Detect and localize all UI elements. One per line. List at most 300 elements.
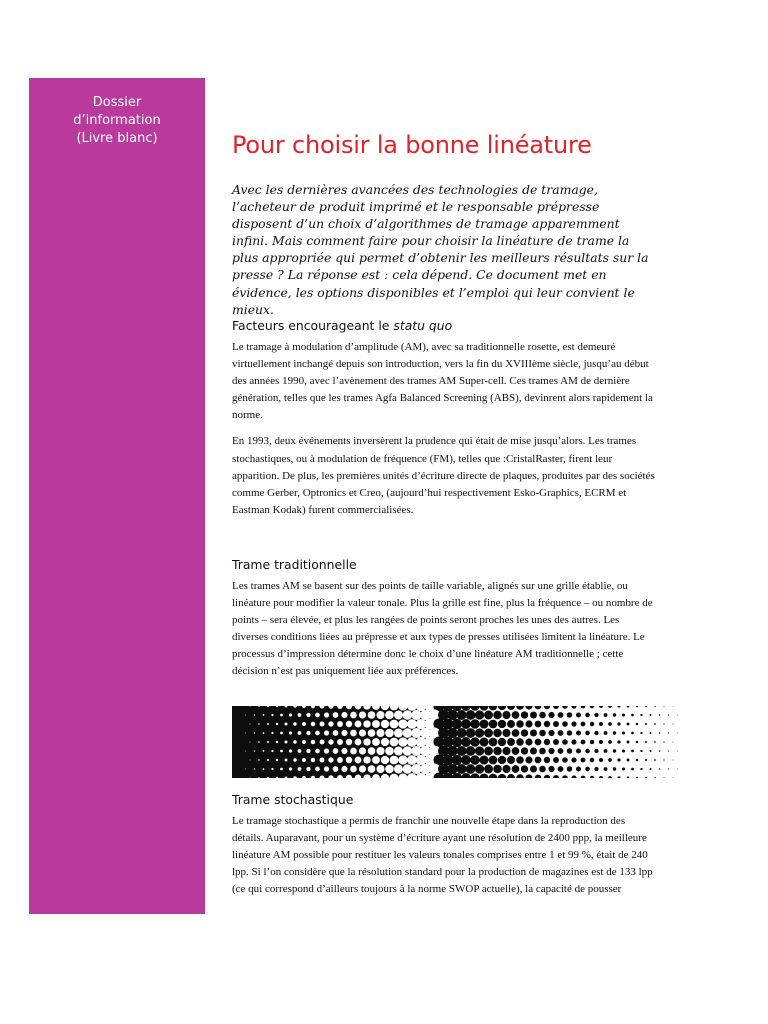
halftone-dot bbox=[263, 732, 265, 734]
halftone-dot bbox=[530, 730, 537, 737]
halftone-dot bbox=[663, 723, 664, 724]
halftone-dot bbox=[512, 747, 520, 755]
halftone-dot bbox=[280, 732, 283, 735]
halftone-dot bbox=[548, 712, 554, 718]
halftone-dot bbox=[659, 750, 661, 752]
halftone-dot bbox=[394, 728, 403, 737]
halftone-dot bbox=[673, 742, 674, 743]
halftone-dot bbox=[489, 756, 498, 765]
halftone-dot bbox=[355, 721, 362, 728]
halftone-dot bbox=[263, 750, 265, 752]
halftone-dot bbox=[285, 741, 288, 744]
halftone-dot bbox=[346, 721, 352, 727]
halftone-dot bbox=[604, 767, 608, 771]
halftone-dot bbox=[535, 739, 542, 746]
halftone-dot bbox=[346, 739, 352, 745]
halftone-dot bbox=[567, 730, 572, 735]
halftone-dot bbox=[475, 746, 484, 755]
halftone-dot bbox=[311, 722, 315, 726]
halftone-dot bbox=[581, 722, 586, 727]
halftone-dot bbox=[298, 731, 302, 735]
halftone-dot bbox=[622, 767, 625, 770]
halftone-dot bbox=[298, 713, 302, 717]
halftone-dot bbox=[668, 750, 669, 751]
halftone-dot bbox=[250, 742, 251, 743]
halftone-dot bbox=[372, 756, 380, 764]
halftone-dot bbox=[576, 748, 581, 753]
halftone-dot bbox=[250, 724, 251, 725]
halftone-dot bbox=[466, 710, 476, 720]
halftone-dot bbox=[337, 757, 343, 763]
halftone-dot bbox=[594, 767, 598, 771]
halftone-dot bbox=[341, 730, 347, 736]
halftone-dot bbox=[502, 729, 510, 737]
halftone-dot bbox=[245, 715, 246, 716]
halftone-dot bbox=[539, 766, 546, 773]
halftone-dot bbox=[640, 714, 642, 716]
halftone-dot bbox=[289, 767, 292, 770]
halftone-dot bbox=[263, 714, 265, 716]
halftone-dot bbox=[544, 739, 550, 745]
halftone-dot bbox=[320, 722, 325, 727]
halftone-dot bbox=[341, 748, 347, 754]
halftone-dot bbox=[411, 728, 421, 738]
halftone-dot bbox=[368, 711, 376, 719]
halftone-dot bbox=[604, 713, 608, 717]
halftone-dot bbox=[254, 732, 255, 733]
halftone-dot bbox=[525, 756, 532, 763]
halftone-dot bbox=[363, 720, 370, 727]
halftone-dot bbox=[359, 711, 366, 718]
halftone-dot bbox=[558, 712, 564, 718]
halftone-dot bbox=[484, 729, 493, 738]
halftone-dot bbox=[394, 764, 403, 773]
halftone-dot bbox=[250, 760, 251, 761]
halftone-dot bbox=[470, 737, 479, 746]
halftone-dot bbox=[493, 747, 502, 756]
halftone-dot bbox=[498, 738, 506, 746]
halftone-dot bbox=[280, 750, 283, 753]
halftone-dot bbox=[659, 732, 661, 734]
halftone-dot bbox=[479, 719, 488, 728]
halftone-dot bbox=[512, 765, 520, 773]
halftone-dot bbox=[355, 739, 362, 746]
halftone-dot bbox=[350, 730, 357, 737]
halftone-dot bbox=[306, 749, 310, 753]
halftone-dot bbox=[650, 732, 652, 734]
section-trame-stochastique bbox=[232, 792, 656, 898]
section-statu-quo bbox=[232, 318, 656, 519]
halftone-dot bbox=[576, 730, 581, 735]
halftone-dot bbox=[558, 766, 564, 772]
halftone-dot bbox=[599, 758, 603, 762]
halftone-dot bbox=[245, 769, 246, 770]
halftone-dot bbox=[289, 731, 292, 734]
halftone-dot bbox=[276, 741, 278, 743]
section-trame-traditionnelle bbox=[232, 557, 656, 681]
halftone-dot bbox=[530, 712, 537, 719]
halftone-dot bbox=[337, 739, 343, 745]
halftone-dot bbox=[544, 721, 550, 727]
halftone-dot bbox=[271, 732, 273, 734]
halftone-dot bbox=[381, 738, 389, 746]
halftone-dot bbox=[385, 747, 394, 756]
halftone-dot bbox=[507, 720, 515, 728]
halftone-dot bbox=[493, 711, 502, 720]
halftone-dot bbox=[585, 731, 590, 736]
halftone-dot bbox=[333, 712, 339, 718]
halftone-dot bbox=[447, 728, 457, 738]
halftone-dot bbox=[613, 731, 616, 734]
halftone-dot bbox=[677, 733, 678, 734]
halftone-dot bbox=[525, 720, 532, 727]
halftone-dot bbox=[254, 750, 255, 751]
halftone-dot bbox=[245, 751, 246, 752]
halftone-dot bbox=[594, 731, 598, 735]
halftone-dot bbox=[645, 741, 647, 743]
halftone-dot bbox=[631, 714, 634, 717]
halftone-dot bbox=[622, 749, 625, 752]
halftone-dot bbox=[599, 740, 603, 744]
halftone-dot bbox=[659, 768, 661, 770]
halftone-dot bbox=[677, 769, 678, 770]
halftone-dot bbox=[461, 755, 471, 765]
halftone-dot bbox=[521, 747, 528, 754]
halftone-dot bbox=[276, 723, 278, 725]
halftone-dot bbox=[293, 740, 296, 743]
halftone-dot bbox=[585, 767, 590, 772]
halftone-dot bbox=[622, 731, 625, 734]
halftone-dot bbox=[407, 719, 417, 729]
halftone-dot bbox=[320, 740, 325, 745]
halftone-dot bbox=[333, 748, 339, 754]
halftone-dot bbox=[298, 749, 302, 753]
halftone-dot bbox=[315, 749, 320, 754]
halftone-dot bbox=[394, 710, 403, 719]
sidebar-band bbox=[29, 78, 205, 914]
document-type-line-2: d’information bbox=[73, 113, 161, 128]
halftone-dot bbox=[385, 765, 394, 774]
halftone-dot bbox=[285, 759, 288, 762]
halftone-dot bbox=[372, 720, 380, 728]
halftone-dot bbox=[502, 711, 510, 719]
halftone-dot bbox=[376, 765, 384, 773]
halftone-dot bbox=[539, 730, 546, 737]
halftone-dot bbox=[622, 713, 625, 716]
main-content bbox=[232, 128, 655, 318]
halftone-dot bbox=[677, 715, 678, 716]
section-heading: Facteurs encourageant le statu quo bbox=[232, 318, 453, 333]
halftone-dot bbox=[668, 714, 669, 715]
halftone-dot bbox=[654, 759, 656, 761]
halftone-dot bbox=[516, 720, 524, 728]
halftone-dot bbox=[663, 759, 664, 760]
halftone-dot bbox=[484, 711, 493, 720]
halftone-dot bbox=[645, 723, 647, 725]
halftone-dot bbox=[489, 720, 498, 729]
halftone-dot bbox=[475, 728, 484, 737]
halftone-dot bbox=[341, 712, 347, 718]
halftone-dot bbox=[385, 729, 394, 738]
paragraph: Le tramage à modulation d’amplitude (AM), avec sa traditionnelle rosette, est demeuré virtuellement inchangé depuis son introduction, vers la fin du XVIIIème siècle, jusqu’au début des années 1990, avec l’avènement des trames AM Super-cell. Ces trames AM de dernière génération, telles que les trames Agfa Balanced Screening (ABS), devinrent alors rapidement la norme. bbox=[232, 341, 653, 422]
halftone-dot bbox=[640, 750, 642, 752]
halftone-dot bbox=[403, 746, 413, 756]
halftone-dot bbox=[328, 721, 333, 726]
halftone-dot bbox=[581, 758, 586, 763]
halftone-gradient-image bbox=[232, 706, 686, 778]
halftone-dot bbox=[407, 737, 417, 747]
halftone-dot bbox=[452, 719, 462, 729]
halftone-dot bbox=[368, 729, 376, 737]
halftone-dot bbox=[350, 748, 357, 755]
halftone-dot bbox=[521, 729, 528, 736]
halftone-dot bbox=[302, 758, 306, 762]
halftone-dot bbox=[470, 755, 479, 764]
halftone-dot bbox=[289, 749, 292, 752]
halftone-dot bbox=[461, 737, 471, 747]
halftone-dot bbox=[302, 722, 306, 726]
halftone-dot bbox=[376, 747, 384, 755]
section-heading: Trame stochastique bbox=[232, 792, 354, 807]
halftone-dot bbox=[590, 740, 594, 744]
halftone-dot bbox=[289, 713, 292, 716]
halftone-dot bbox=[548, 766, 554, 772]
halftone-dot bbox=[617, 722, 620, 725]
halftone-dot bbox=[608, 758, 612, 762]
halftone-dot bbox=[368, 765, 376, 773]
halftone-dot bbox=[254, 768, 255, 769]
halftone-dot bbox=[245, 733, 246, 734]
halftone-dot bbox=[493, 729, 502, 738]
halftone-dot bbox=[302, 740, 306, 744]
halftone-dot bbox=[613, 749, 616, 752]
halftone-dot bbox=[594, 749, 598, 753]
halftone-dot bbox=[576, 712, 581, 717]
halftone-dot bbox=[567, 712, 572, 717]
halftone-dot bbox=[452, 737, 462, 747]
halftone-dot bbox=[350, 712, 357, 719]
halftone-dot bbox=[535, 721, 542, 728]
halftone-dot bbox=[507, 738, 515, 746]
halftone-dot bbox=[328, 757, 333, 762]
halftone-dot bbox=[337, 721, 343, 727]
halftone-dot bbox=[271, 768, 273, 770]
halftone-dot bbox=[324, 766, 329, 771]
halftone-dot bbox=[571, 757, 576, 762]
halftone-dot bbox=[604, 731, 608, 735]
halftone-dot bbox=[368, 747, 376, 755]
halftone-dot bbox=[521, 711, 528, 718]
halftone-dot bbox=[390, 756, 399, 765]
halftone-dot bbox=[398, 755, 407, 764]
halftone-dot bbox=[502, 765, 510, 773]
halftone-dot bbox=[306, 767, 310, 771]
halftone-dot bbox=[548, 748, 554, 754]
halftone-dot bbox=[654, 723, 656, 725]
halftone-dot bbox=[502, 747, 510, 755]
halftone-dot bbox=[258, 741, 259, 742]
halftone-dot bbox=[627, 759, 630, 762]
halftone-dot bbox=[558, 730, 564, 736]
halftone-dot bbox=[280, 714, 283, 717]
halftone-dot bbox=[516, 756, 524, 764]
halftone-dot bbox=[479, 737, 488, 746]
halftone-dot bbox=[363, 756, 370, 763]
halftone-dot bbox=[636, 759, 639, 762]
halftone-dot bbox=[479, 755, 488, 764]
halftone-dot bbox=[484, 747, 493, 756]
halftone-dot bbox=[447, 710, 457, 720]
halftone-dot bbox=[525, 738, 532, 745]
halftone-dot bbox=[376, 729, 384, 737]
halftone-dot bbox=[636, 741, 639, 744]
halftone-dot bbox=[403, 728, 413, 738]
halftone-dot bbox=[493, 765, 502, 774]
halftone-dot bbox=[372, 738, 380, 746]
halftone-dot bbox=[677, 751, 678, 752]
halftone-dot bbox=[315, 713, 320, 718]
halftone-dot bbox=[571, 739, 576, 744]
halftone-dot bbox=[398, 737, 407, 746]
halftone-dot bbox=[311, 740, 315, 744]
halftone-dot bbox=[359, 765, 366, 772]
halftone-dot bbox=[385, 711, 394, 720]
halftone-dot bbox=[535, 757, 542, 764]
heading-italic: statu quo bbox=[393, 318, 453, 333]
halftone-dot bbox=[567, 748, 572, 753]
halftone-dot bbox=[571, 721, 576, 726]
halftone-dot bbox=[456, 728, 466, 738]
halftone-dot bbox=[411, 746, 421, 756]
halftone-dot bbox=[627, 723, 630, 726]
halftone-dot bbox=[341, 766, 347, 772]
halftone-dot bbox=[507, 756, 515, 764]
halftone-dot bbox=[654, 741, 656, 743]
halftone-dot bbox=[613, 713, 616, 716]
halftone-dot bbox=[315, 731, 320, 736]
halftone-dot bbox=[333, 730, 339, 736]
halftone-dot bbox=[447, 764, 457, 774]
halftone-dot bbox=[673, 724, 674, 725]
halftone-dot bbox=[311, 758, 315, 762]
halftone-dot bbox=[512, 729, 520, 737]
halftone-dot bbox=[447, 746, 457, 756]
halftone-dot bbox=[590, 758, 594, 762]
halftone-dot bbox=[645, 759, 647, 761]
halftone-dot bbox=[516, 738, 524, 746]
halftone-dot bbox=[333, 766, 339, 772]
halftone-dot bbox=[636, 723, 639, 726]
halftone-dot bbox=[306, 713, 310, 717]
halftone-dot bbox=[398, 719, 407, 728]
document-type-line-3: (Livre blanc) bbox=[76, 131, 158, 146]
halftone-dot bbox=[640, 768, 642, 770]
halftone-dot bbox=[271, 750, 273, 752]
halftone-dot bbox=[617, 740, 620, 743]
halftone-dot bbox=[521, 765, 528, 772]
halftone-dot bbox=[512, 711, 520, 719]
halftone-dot bbox=[608, 740, 612, 744]
halftone-dot bbox=[293, 722, 296, 725]
halftone-dot bbox=[381, 756, 389, 764]
halftone-dot bbox=[558, 748, 564, 754]
halftone-dot bbox=[324, 748, 329, 753]
halftone-dot bbox=[663, 741, 664, 742]
halftone-dot bbox=[544, 757, 550, 763]
paragraph: Les trames AM se basent sur des points de taille variable, alignés sur une grille établie, ou linéature pour modifier la valeur tonale. Plus la grille est fine, plus la fréquence – ou nombre de points – sera élevée, et plus les rangées de points seront proches les unes des autres. Les diverses conditions liées au prépresse et aux types de presses utilisées limitent la linéature. Le processus d’impression détermine donc le choix d’une linéature AM traditionnelle ; cette décision n’est pas uniquement liée aux préférences. bbox=[232, 580, 653, 678]
halftone-dot bbox=[315, 767, 320, 772]
halftone-dot bbox=[590, 722, 594, 726]
halftone-dot bbox=[363, 738, 370, 745]
intro-paragraph: Avec les dernières avancées des technologies de tramage, l’acheteur de produit imprimé et le responsable prépresse disposent d’un choix d’algorithmes de tramage apparemment infini. Mais comment faire pour choisir la linéature de trame la plus appropriée qui permet d’obtenir les meilleurs résultats sur la presse ? La réponse est : cela dépend. Ce document met en évidence, les options disponibles et l’emploi qui leur convient le mieux. bbox=[232, 182, 649, 317]
document-type-line-1: Dossier bbox=[92, 95, 142, 110]
document-type-label bbox=[29, 94, 205, 148]
halftone-dot bbox=[604, 749, 608, 753]
halftone-dot bbox=[553, 757, 559, 763]
halftone-dot bbox=[276, 759, 278, 761]
halftone-dot bbox=[376, 711, 384, 719]
halftone-dot bbox=[562, 721, 568, 727]
halftone-dot bbox=[324, 712, 329, 717]
halftone-dot bbox=[403, 764, 413, 774]
halftone-dot bbox=[267, 741, 269, 743]
halftone-dot bbox=[530, 748, 537, 755]
halftone-dot bbox=[489, 738, 498, 747]
halftone-dot bbox=[452, 755, 462, 765]
halftone-dot bbox=[411, 710, 421, 720]
halftone-dot bbox=[271, 714, 273, 716]
halftone-dot bbox=[306, 731, 310, 735]
halftone-dot bbox=[668, 768, 669, 769]
halftone-dot bbox=[359, 729, 366, 736]
halftone-dot bbox=[576, 766, 581, 771]
halftone-dot bbox=[650, 714, 652, 716]
halftone-dot bbox=[390, 720, 399, 729]
halftone-dot bbox=[390, 738, 399, 747]
halftone-dot bbox=[267, 759, 269, 761]
paragraph: En 1993, deux événements inversèrent la prudence qui était de mise jusqu’alors. Les trames stochastiques, ou à modulation de fréquence (FM), telles que :CristalRaster, firent leur apparition. De plus, les premières unités d’écriture directe de plaques, produites par des sociétés comme Gerber, Optronics et Creo, (aujourd’hui respectivement Esko-Graphics, ECRM et Eastman Kodak) furent commercialisées. bbox=[232, 435, 655, 516]
page-title: Pour choisir la bonne linéature bbox=[232, 131, 592, 159]
halftone-dot bbox=[668, 732, 669, 733]
halftone-dot bbox=[539, 712, 546, 719]
halftone-dot bbox=[627, 741, 630, 744]
halftone-dot bbox=[659, 714, 661, 716]
halftone-dot bbox=[324, 730, 329, 735]
halftone-dot bbox=[350, 766, 357, 773]
halftone-dot bbox=[470, 719, 479, 728]
halftone-dot bbox=[631, 750, 634, 753]
halftone-dot bbox=[562, 739, 568, 745]
halftone-dot bbox=[631, 768, 634, 771]
halftone-dot bbox=[617, 758, 620, 761]
halftone-dot bbox=[461, 719, 471, 729]
halftone-dot bbox=[258, 759, 259, 760]
halftone-dot bbox=[359, 747, 366, 754]
halftone-dot bbox=[562, 757, 568, 763]
halftone-dot bbox=[553, 721, 559, 727]
halftone-dot bbox=[585, 713, 590, 718]
halftone-dot bbox=[613, 767, 616, 770]
halftone-dot bbox=[456, 764, 466, 774]
halftone-dot bbox=[567, 766, 572, 771]
halftone-dot bbox=[650, 750, 652, 752]
halftone-dot bbox=[456, 746, 466, 756]
halftone-dot bbox=[403, 710, 413, 720]
halftone-dot bbox=[673, 760, 674, 761]
halftone-dot bbox=[466, 764, 476, 774]
halftone-dot bbox=[498, 756, 506, 764]
halftone-dot bbox=[530, 766, 537, 773]
